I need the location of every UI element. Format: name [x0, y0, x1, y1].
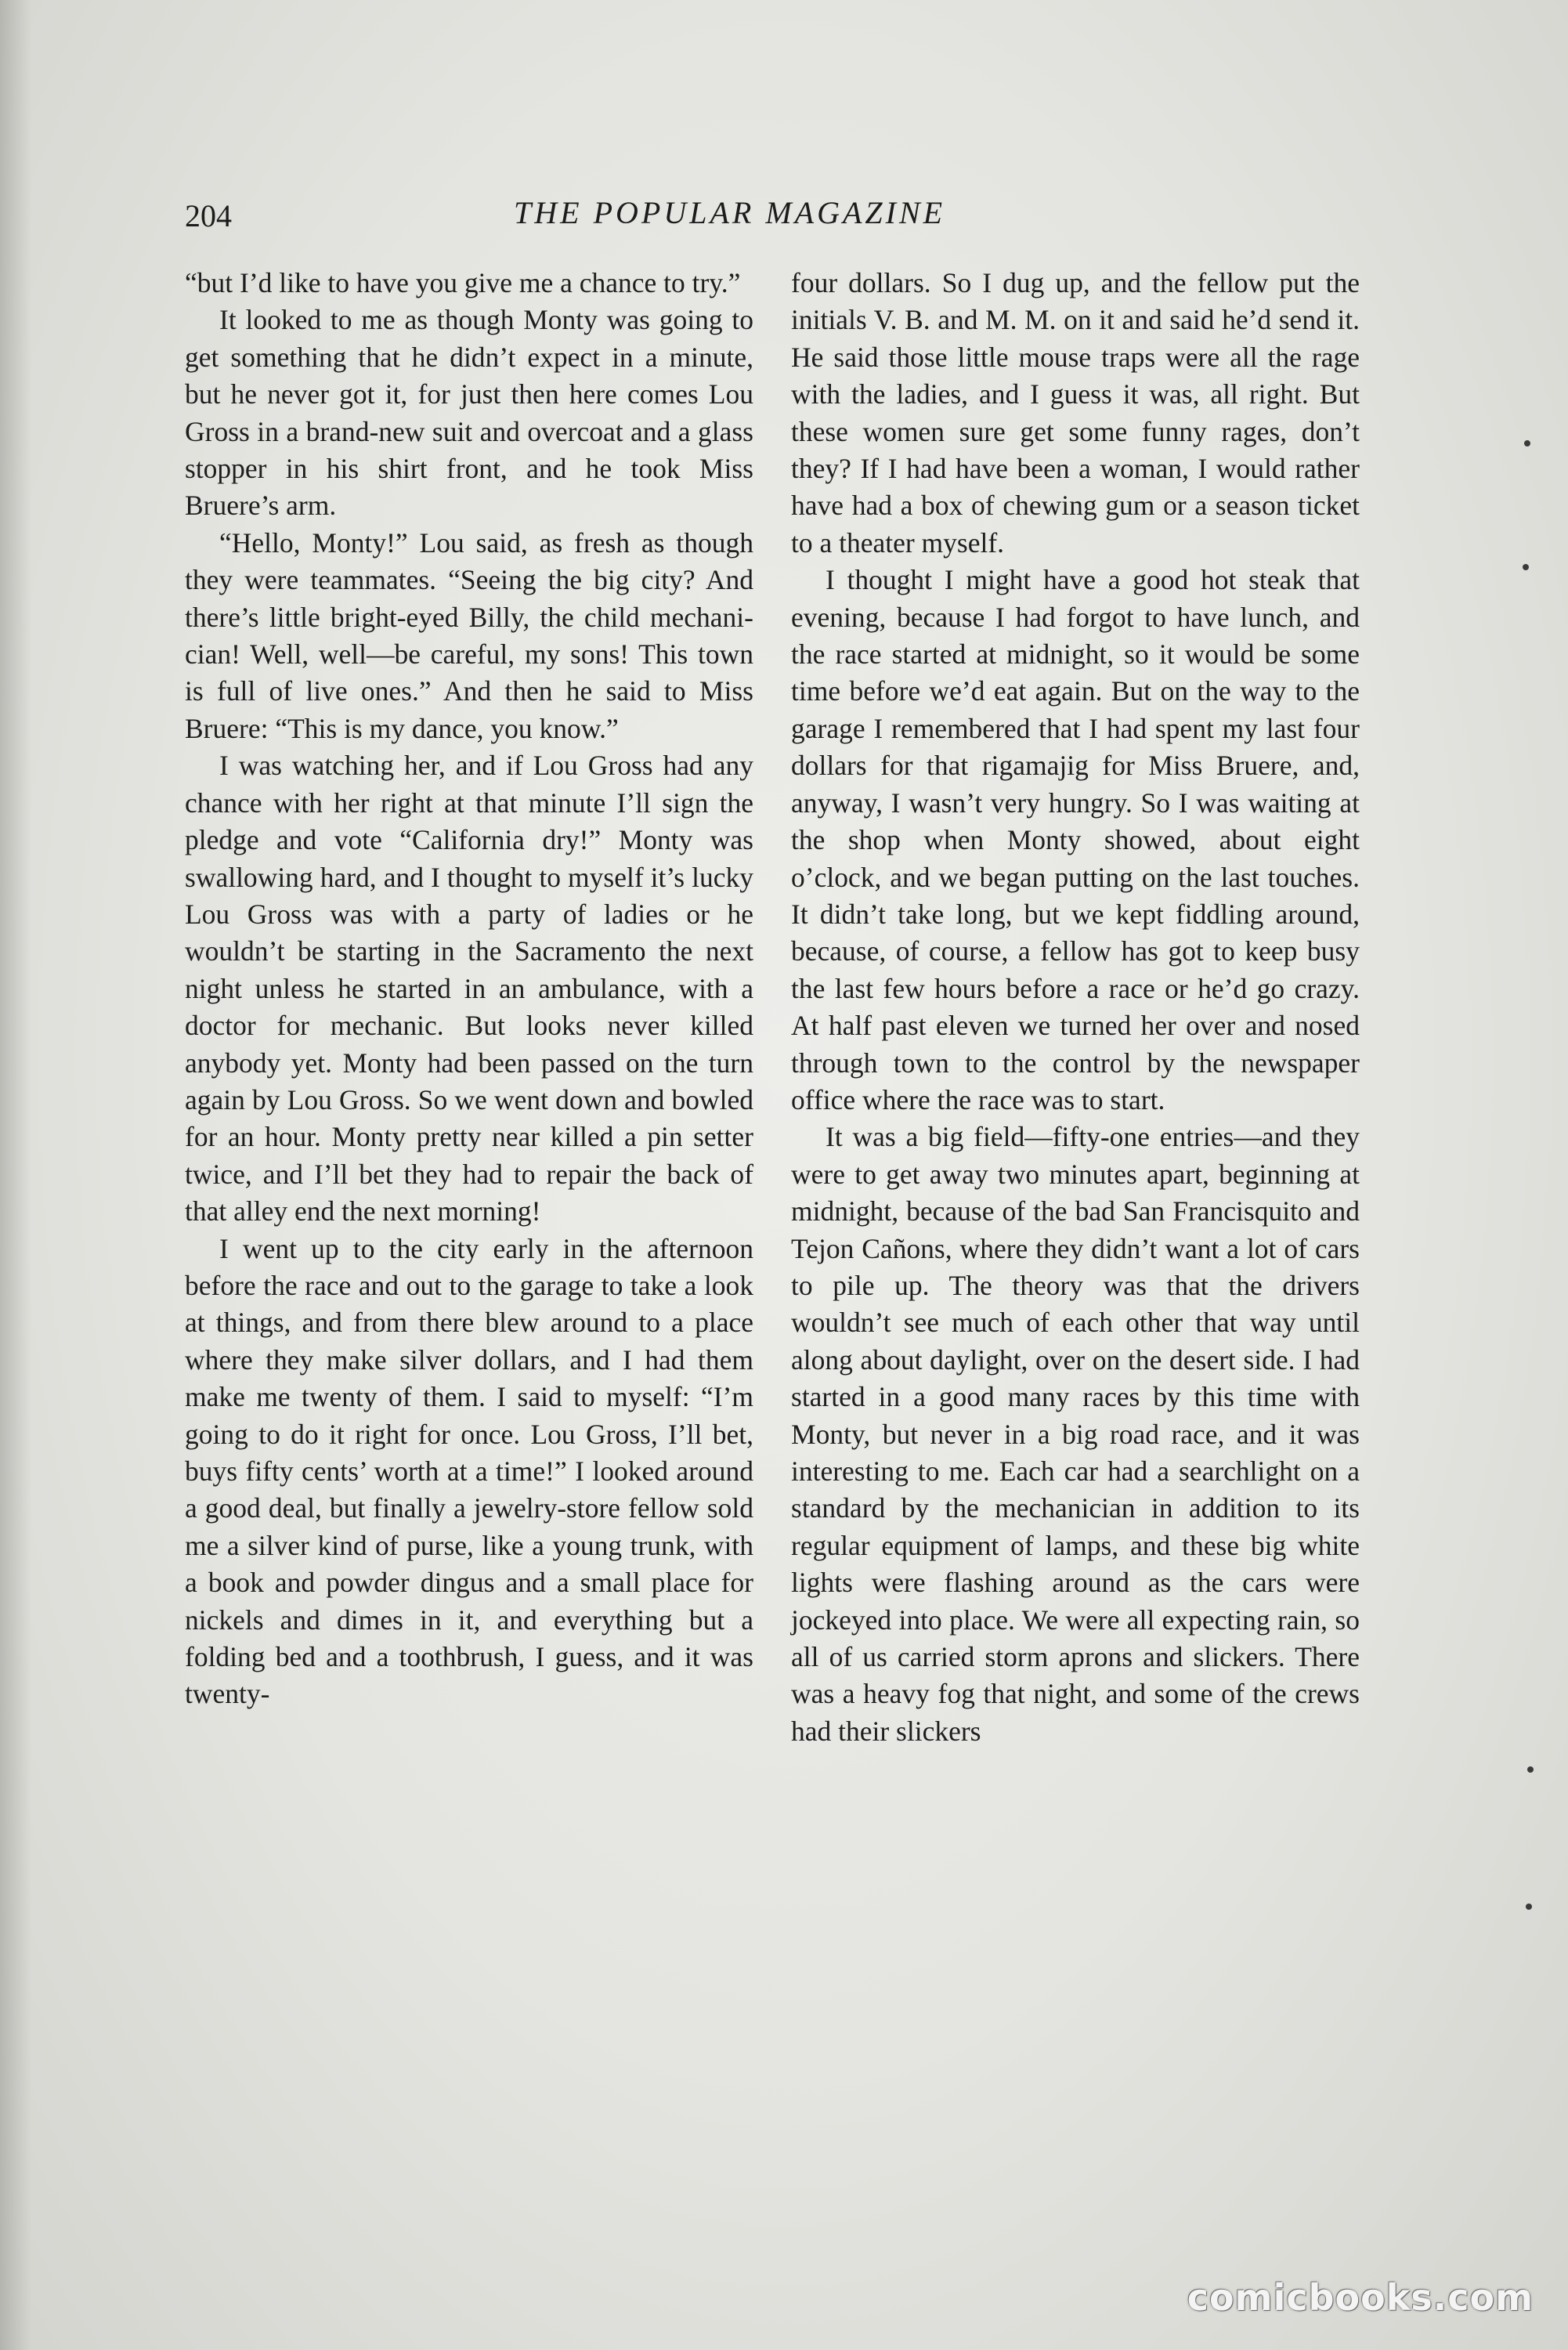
paragraph: It looked to me as though Monty was going to get something that he didn’t expect in a minute, but he never got it, for just then here comes Lou Gross in a brand-new suit and overcoat and a glass stopper in his shirt front, and he took Miss Bruere’s arm.	[185, 304, 753, 522]
right-text-column	[791, 265, 1360, 1750]
paper-speck	[1526, 1904, 1532, 1910]
page-number: 204	[185, 198, 232, 233]
paragraph: I went up to the city early in the afternoon before the race and out to the garage to take a look at things, and from there blew around to a place where they make silver dollars, and I had them make me twenty of them. I said to myself: “I’m going to do it right for once. Lou Gross, I’ll bet, buys fifty cents’ worth at a time!” I looked around a good deal, but finally a jewelry-store fellow sold me a silver kind of purse, like a young trunk, with a book and powder dingus and a small place for nickels and dimes in it, and everything but a folding bed and a toothbrush, I guess, and it was twenty-	[185, 1232, 753, 1710]
paragraph: I thought I might have a good hot steak that evening, because I had forgot to have lunch, and the race started at midnight, so it would be some time before we’d eat again. But on the way to the garage I remembered that I had spent my last four dollars for that rigamajig for Miss Bruere, and, anyway, I wasn’t very hungry. So I was waiting at the shop when Monty showed, about eight o’clock, and we began putting on the last touches. It didn’t take long, but we kept fiddling around, because, of course, a fellow has got to keep busy the last few hours before a race or he’d go crazy. At half past eleven we turned her over and nosed through town to the control by the newspaper office where the race was to start.	[791, 564, 1360, 1115]
paragraph: four dollars. So I dug up, and the fellow put the initials V. B. and M. M. on it and said he’d send it. He said those little mouse traps were all the rage with the ladies, and I guess it was, all right. But these women sure get some funny rages, don’t they? If I had have been a woman, I would rather have had a box of chewing gum or a season ticket to a theater myself.	[791, 267, 1360, 559]
paper-speck	[1523, 564, 1529, 570]
left-text-column	[185, 265, 753, 1713]
paper-speck	[1524, 440, 1530, 446]
paragraph: I was watching her, and if Lou Gross had any chance with her right at that minute I’ll sign the pledge and vote “California dry!” Monty was swallowing hard, and I thought to myself it’s lucky Lou Gross was with a party of ladies or he wouldn’t be starting in the Sacramento the next night unless he started in an ambulance, with a doctor for mechanic. But looks never killed anybody yet. Monty had been passed on the turn again by Lou Gross. So we went down and bowled for an hour. Monty pretty near killed a pin setter twice, and I’ll bet they had to repair the back of that alley end the next morning!	[185, 750, 753, 1227]
magazine-title: THE POPULAR MAGAZINE	[514, 195, 946, 230]
paragraph: “but I’d like to have you give me a chance to try.”	[185, 267, 741, 298]
page-edge-shadow	[0, 0, 31, 2350]
paragraph: “Hello, Monty!” Lou said, as fresh as though they were teammates. “Seeing the big city? And there’s little bright-eyed Billy, the child mechanician! Well, well—be careful, my sons! This town is full of live ones.” And then he said to Miss Bruere: “This is my dance, you know.”	[185, 526, 753, 744]
paper-speck	[1527, 1766, 1534, 1773]
watermark-logo: comicbooks.com	[1187, 2276, 1534, 2319]
paragraph: It was a big field—fifty-one entries—and they were to get away two minutes apart, beginning at midnight, because of the bad San Francisquito and Tejon Cañons, where they didn’t want a lot of cars to pile up. The theory was that the drivers wouldn’t see much of each other that way until along about daylight, over on the desert side. I had started in a good many races by this time with Monty, but never in a big road race, and it was interesting to me. Each car had a searchlight on a standard by the mechanician in addition to its regular equipment of lamps, and these big white lights were flashing around as the cars were jockeyed into place. We were all expecting rain, so all of us carried storm aprons and slickers. There was a heavy fog that night, and some of the crews had their slickers	[791, 1121, 1360, 1747]
page-header	[185, 194, 1360, 241]
